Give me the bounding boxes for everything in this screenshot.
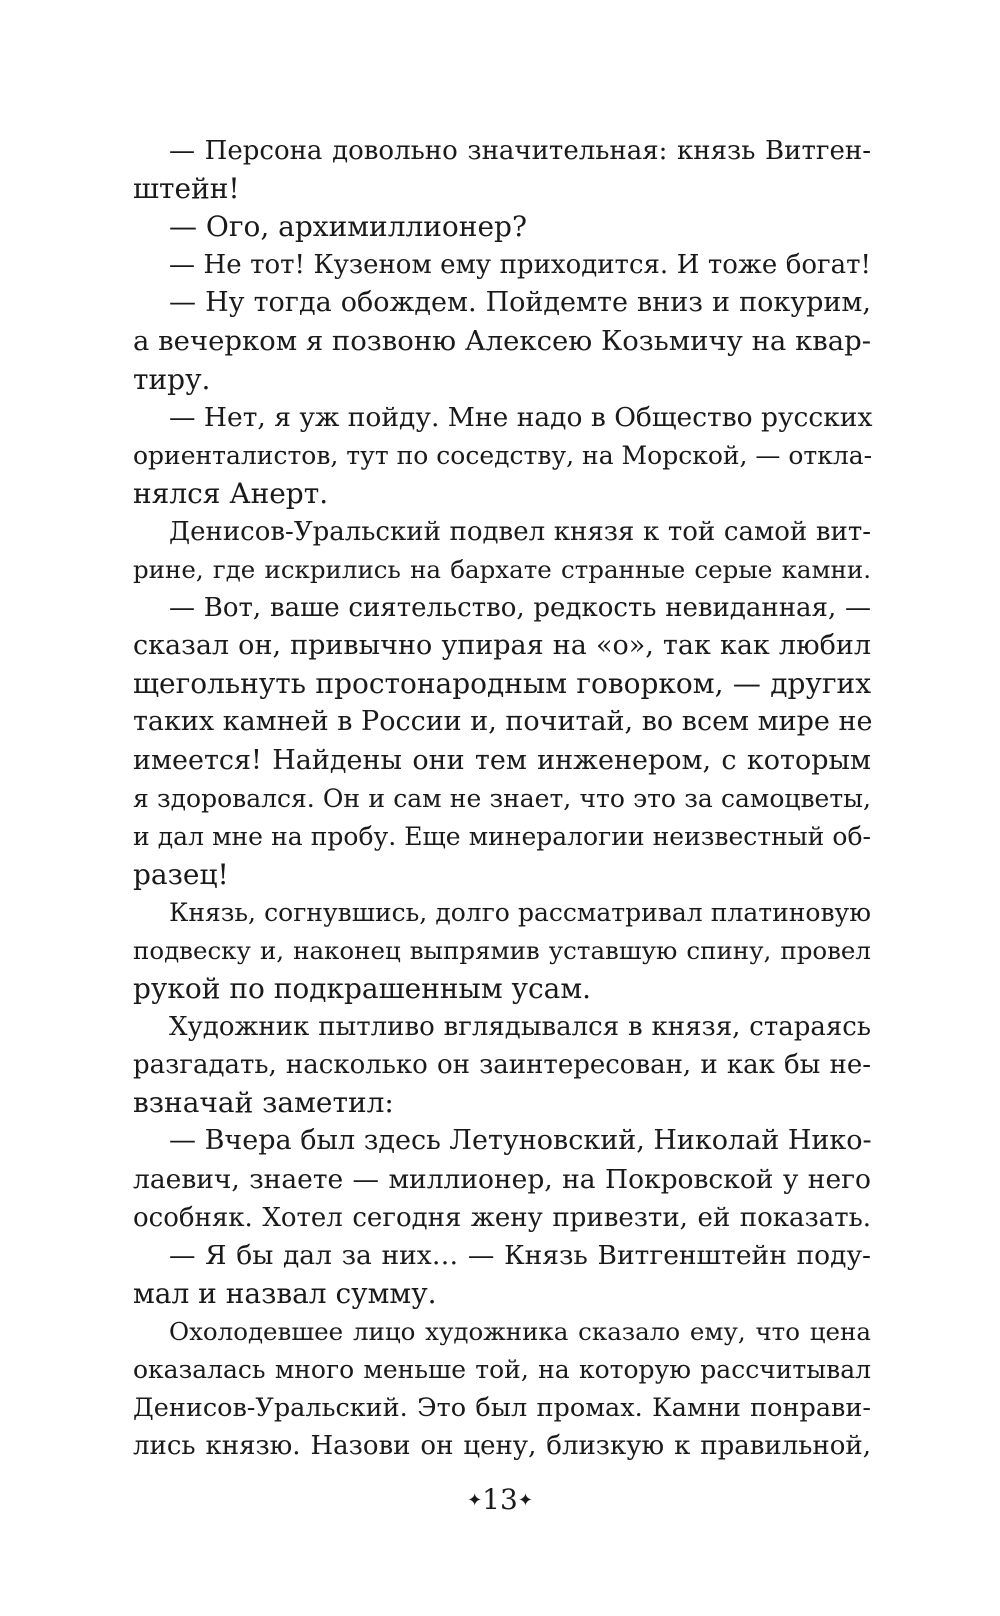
text-line: — Вчера был здесь Летуновский, Николай Нико- [169,1125,872,1157]
text-line: нялся Анерт. [133,476,329,510]
text-line: а вечерком я позвоню Алексею Козьмичу на квар- [133,325,872,358]
text-line: — Ну тогда обождем. Пойдемте вниз и покурим, [169,287,871,319]
page-number-footer [0,1482,1000,1519]
ornament-right-icon: ✦ [517,1490,533,1511]
text-line: штейн! [133,172,240,206]
text-line: особняк. Хотел сегодня жену привезти, ей показать. [133,1202,871,1233]
text-line: — Я бы дал за них… — Князь Витгенштейн поду- [169,1239,871,1271]
text-line: Денисов-Уральский подвел князя к той самой вит- [169,516,871,547]
text-line: оказалась много меньше той, на которую рассчитывал [133,1355,871,1384]
text-line: разгадать, насколько он заинтересован, и как бы не- [133,1050,871,1081]
text-line: ориенталистов, тут по соседству, на Морской, — откла- [133,440,873,470]
text-line: лись князю. Назови он цену, близкую к правильной, [133,1431,871,1462]
text-line: мал и назвал сумму. [133,1276,437,1310]
text-line: — Не тот! Кузеном ему приходится. И тоже богат! [169,250,871,281]
page-number: 13 [482,1483,518,1516]
text-line: Князь, согнувшись, долго рассматривал платиновую [169,897,871,927]
text-line: рукой по подкрашенным усам. [133,972,592,1006]
text-line: разец! [133,857,229,891]
text-line: сказал он, привычно упирая на «о», так как любил [133,630,871,662]
text-line: рине, где искрились на бархате странные серые камни. [133,555,871,585]
text-line: — Вот, ваше сиятельство, редкость невиданная, — [169,593,871,624]
text-line: имеется! Найдены они тем инженером, с которым [133,744,871,776]
text-line: Охолодевшее лицо художника сказало ему, что цена [169,1316,871,1346]
text-line: — Персона довольно значительная: князь Витген- [169,136,871,166]
text-line: — Ого, архимиллионер? [169,210,527,244]
ornament-left-icon: ✦ [467,1490,483,1511]
text-line: — Нет, я уж пойду. Мне надо в Общество русских [169,401,873,433]
body-text [133,132,871,1465]
text-line: щегольнуть простонародным говорком, — других [133,667,871,701]
text-line: таких камней в России и, почитай, во всем мире не [133,706,873,738]
text-line: лаевич, знаете — миллионер, на Покровской у него [133,1163,871,1195]
text-line: Художник пытливо вглядывался в князя, стараясь [169,1012,871,1043]
text-line: тиру. [133,362,211,396]
text-line: и дал мне на пробу. Еще минералогии неизвестный об- [133,821,871,851]
text-line: взначай заметил: [133,1086,394,1120]
text-line: Денисов-Уральский. Это был промах. Камни понрави- [133,1393,871,1424]
text-line: я здоровался. Он и сам не знает, что это за самоцветы, [133,783,871,813]
text-line: подвеску и, наконец выпрямив уставшую спину, провел [133,935,871,965]
